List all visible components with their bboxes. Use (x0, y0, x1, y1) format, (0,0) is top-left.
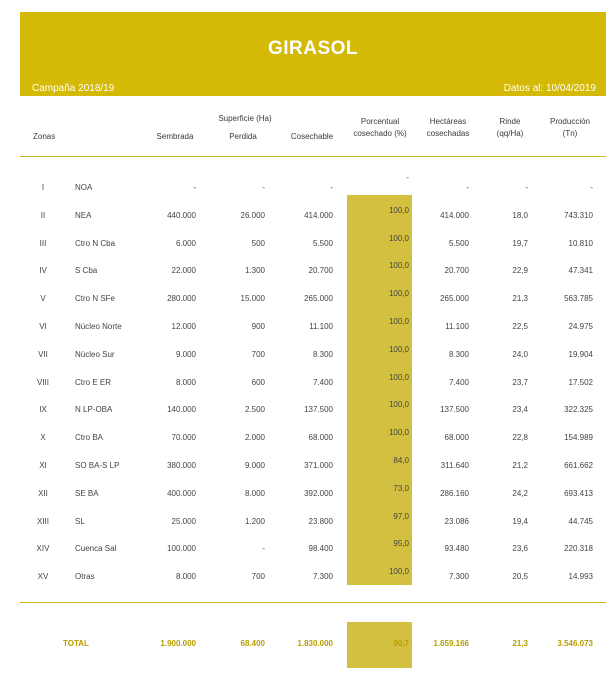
row-zone-number: IX (39, 405, 47, 415)
row-perdida: 600 (251, 377, 265, 387)
total-hectareas: 1.659.166 (433, 639, 469, 648)
row-sembrada: - (193, 183, 196, 192)
campaign-label: Campaña 2018/19 (32, 83, 115, 94)
row-cosechable: 265.000 (304, 294, 333, 304)
table-row (0, 428, 611, 448)
row-hectareas: 20.700 (444, 266, 469, 276)
row-hectareas: - (466, 183, 469, 192)
table-row (0, 400, 611, 420)
row-hectareas: 137.500 (440, 405, 469, 415)
row-zone-number: XV (37, 572, 49, 582)
row-sembrada: 22.000 (171, 266, 196, 276)
col-porcentual-l2: cosechado (%) (353, 129, 407, 138)
total-porcentual: 90,7 (393, 639, 409, 648)
row-zone-number: II (40, 210, 46, 220)
row-sembrada: 12.000 (171, 322, 196, 331)
col-superficie-group: Superficie (Ha) (218, 114, 272, 123)
row-zone-name: Núcleo Sur (75, 349, 115, 359)
data-date-label: Datos al: 10/04/2019 (503, 83, 596, 94)
row-sembrada: 440.000 (167, 210, 196, 220)
row-perdida: - (262, 544, 265, 554)
row-porcentual: - (406, 173, 409, 182)
row-porcentual: 84,0 (393, 456, 409, 465)
row-hectareas: 414.000 (440, 210, 469, 220)
row-cosechable: - (330, 183, 333, 192)
row-perdida: 500 (251, 238, 265, 248)
row-zone-number: I (41, 183, 45, 192)
row-zone-name: Ctro N SFe (75, 294, 116, 304)
col-rinde-l2: (qq/Ha) (496, 129, 524, 138)
row-produccion: 47.341 (568, 266, 593, 276)
col-produccion-l1: Producción (549, 117, 591, 126)
table-row (0, 567, 611, 587)
row-produccion: 220.318 (564, 544, 593, 554)
row-porcentual: 100,0 (388, 400, 409, 410)
row-porcentual: 100,0 (388, 372, 409, 382)
row-cosechable: 7.400 (312, 377, 333, 387)
row-produccion: 19.904 (568, 349, 593, 359)
row-cosechable: 98.400 (308, 544, 333, 554)
row-rinde: 24,2 (512, 488, 528, 498)
table-row (0, 456, 611, 476)
row-perdida: 8.000 (244, 488, 265, 498)
table-row (0, 484, 611, 504)
row-sembrada: 6.000 (175, 238, 196, 248)
row-hectareas: 8.300 (448, 349, 469, 359)
row-perdida: 2.000 (244, 433, 265, 443)
row-hectareas: 7.400 (448, 377, 469, 387)
row-zone-number: VI (39, 322, 47, 331)
row-rinde: 21,2 (512, 461, 528, 470)
row-produccion: 24.975 (568, 322, 593, 331)
col-zonas: Zonas (33, 132, 56, 141)
row-cosechable: 7.300 (312, 572, 333, 582)
row-rinde: 19,4 (512, 516, 528, 526)
table-row (0, 173, 611, 198)
row-sembrada: 25.000 (171, 516, 196, 526)
row-hectareas: 68.000 (444, 433, 469, 443)
row-perdida: 700 (251, 572, 265, 582)
row-cosechable: 414.000 (304, 210, 333, 220)
col-hectareas-l1: Hectáreas (429, 117, 467, 126)
row-produccion: 693.413 (564, 488, 593, 498)
row-zone-number: III (39, 238, 47, 248)
row-zone-number: V (40, 294, 46, 304)
row-porcentual: 100,0 (388, 289, 409, 299)
row-zone-number: IV (39, 266, 47, 276)
row-sembrada: 8.000 (175, 377, 196, 387)
col-sembrada: Sembrada (156, 132, 194, 141)
total-divider (20, 602, 606, 603)
row-rinde: 23,7 (512, 377, 528, 387)
row-rinde: 24,0 (512, 349, 528, 359)
row-zone-number: XIII (36, 516, 49, 526)
title-banner (20, 12, 606, 96)
row-porcentual: 100,0 (388, 567, 409, 577)
total-rinde: 21,3 (512, 639, 528, 648)
row-cosechable: 23.800 (308, 516, 333, 526)
row-perdida: 1.200 (244, 516, 265, 526)
row-zone-name: Otras (75, 572, 95, 582)
row-produccion: - (590, 183, 593, 192)
col-hectareas-l2: cosechadas (426, 129, 470, 138)
table-row (0, 373, 611, 393)
row-produccion: 322.325 (564, 405, 593, 415)
row-zone-number: XII (38, 488, 48, 498)
col-produccion-l2: (Tn) (562, 129, 578, 138)
row-hectareas: 286.160 (440, 488, 469, 498)
total-cosechable: 1.830.000 (297, 639, 333, 648)
row-perdida: 1.300 (244, 266, 265, 276)
row-zone-name: SO BA-S LP (75, 461, 120, 470)
row-cosechable: 11.100 (309, 322, 333, 331)
row-sembrada: 9.000 (175, 349, 196, 359)
row-zone-name: NOA (75, 183, 93, 192)
row-zone-name: Ctro E ER (75, 377, 112, 387)
row-zone-number: X (40, 433, 46, 443)
col-cosechable: Cosechable (290, 132, 334, 141)
row-sembrada: 400.000 (167, 488, 196, 498)
total-produccion: 3.546.073 (557, 639, 593, 648)
row-hectareas: 93.480 (444, 544, 469, 554)
total-perdida: 68.400 (240, 639, 265, 648)
row-porcentual: 100,0 (388, 205, 409, 215)
row-sembrada: 380.000 (167, 461, 196, 470)
row-rinde: - (525, 183, 528, 192)
row-produccion: 17.502 (568, 377, 593, 387)
total-label: TOTAL (63, 639, 89, 648)
row-zone-name: N LP-OBA (75, 405, 113, 415)
row-zone-name: Ctro N Cba (75, 238, 116, 248)
row-produccion: 743.310 (564, 210, 593, 220)
row-perdida: 2.500 (244, 405, 265, 415)
row-cosechable: 371.000 (304, 461, 333, 470)
row-produccion: 661.662 (564, 461, 593, 470)
row-zone-name: Cuenca Sal (75, 544, 117, 554)
row-produccion: 44.745 (568, 516, 593, 526)
row-hectareas: 5.500 (448, 238, 469, 248)
row-cosechable: 68.000 (308, 433, 333, 443)
table-row (0, 206, 611, 226)
header-divider (20, 156, 606, 157)
col-perdida: Perdida (229, 132, 257, 141)
row-rinde: 23,4 (512, 405, 528, 415)
row-perdida: 15.000 (240, 294, 265, 304)
report-title: GIRASOL (267, 38, 359, 59)
row-rinde: 22,9 (512, 266, 528, 276)
row-produccion: 14.993 (568, 572, 593, 582)
row-porcentual: 73,0 (393, 483, 409, 493)
row-porcentual: 95,0 (393, 539, 409, 549)
row-rinde: 19,7 (512, 238, 528, 248)
table-row (0, 261, 611, 281)
row-rinde: 22,8 (512, 433, 528, 443)
row-hectareas: 311.640 (440, 461, 469, 470)
table-row (0, 317, 611, 337)
row-produccion: 10.810 (568, 238, 593, 248)
row-zone-number: VIII (36, 377, 49, 387)
row-cosechable: 5.500 (312, 238, 333, 248)
row-produccion: 154.989 (564, 433, 593, 443)
row-perdida: - (262, 183, 265, 192)
row-zone-name: S Cba (75, 266, 98, 276)
table-row (0, 234, 611, 254)
row-cosechable: 20.700 (308, 266, 333, 276)
row-porcentual: 100,0 (388, 233, 409, 243)
row-zone-name: SE BA (75, 488, 99, 498)
row-produccion: 563.785 (564, 294, 593, 304)
row-zone-name: SL (75, 516, 85, 526)
row-sembrada: 8.000 (175, 572, 196, 582)
row-zone-name: Núcleo Norte (75, 322, 122, 331)
col-porcentual-l1: Porcentual (360, 117, 400, 126)
table-row (0, 345, 611, 365)
row-porcentual: 100,0 (388, 344, 409, 354)
row-rinde: 18,0 (512, 210, 528, 220)
row-perdida: 26.000 (240, 210, 265, 220)
row-perdida: 700 (251, 349, 265, 359)
total-sembrada: 1.900.000 (160, 639, 196, 648)
total-row (0, 634, 611, 654)
row-sembrada: 140.000 (167, 405, 196, 415)
row-cosechable: 8.300 (312, 349, 333, 359)
row-rinde: 22,5 (512, 322, 528, 331)
row-sembrada: 70.000 (171, 433, 196, 443)
row-perdida: 9.000 (244, 461, 265, 470)
row-sembrada: 100.000 (167, 544, 196, 554)
row-zone-number: XIV (36, 544, 50, 554)
row-sembrada: 280.000 (167, 294, 196, 304)
row-cosechable: 392.000 (304, 488, 333, 498)
col-rinde-l1: Rinde (499, 117, 521, 126)
row-cosechable: 137.500 (304, 405, 333, 415)
row-hectareas: 7.300 (448, 572, 469, 582)
row-zone-name: Ctro BA (75, 433, 104, 443)
row-rinde: 23,6 (512, 544, 528, 554)
row-zone-name: NEA (75, 210, 92, 220)
row-zone-number: VII (38, 349, 48, 359)
row-rinde: 20,5 (512, 572, 528, 582)
row-porcentual: 100,0 (388, 317, 409, 326)
row-porcentual: 100,0 (388, 261, 409, 271)
table-row (0, 289, 611, 309)
table-row (0, 539, 611, 559)
row-zone-number: XI (39, 461, 47, 470)
row-hectareas: 23.086 (444, 516, 469, 526)
row-rinde: 21,3 (512, 294, 528, 304)
row-hectareas: 11.100 (445, 322, 469, 331)
row-porcentual: 97,0 (393, 511, 409, 521)
row-perdida: 900 (251, 322, 265, 331)
table-row (0, 512, 611, 532)
row-hectareas: 265.000 (440, 294, 469, 304)
row-porcentual: 100,0 (388, 428, 409, 438)
